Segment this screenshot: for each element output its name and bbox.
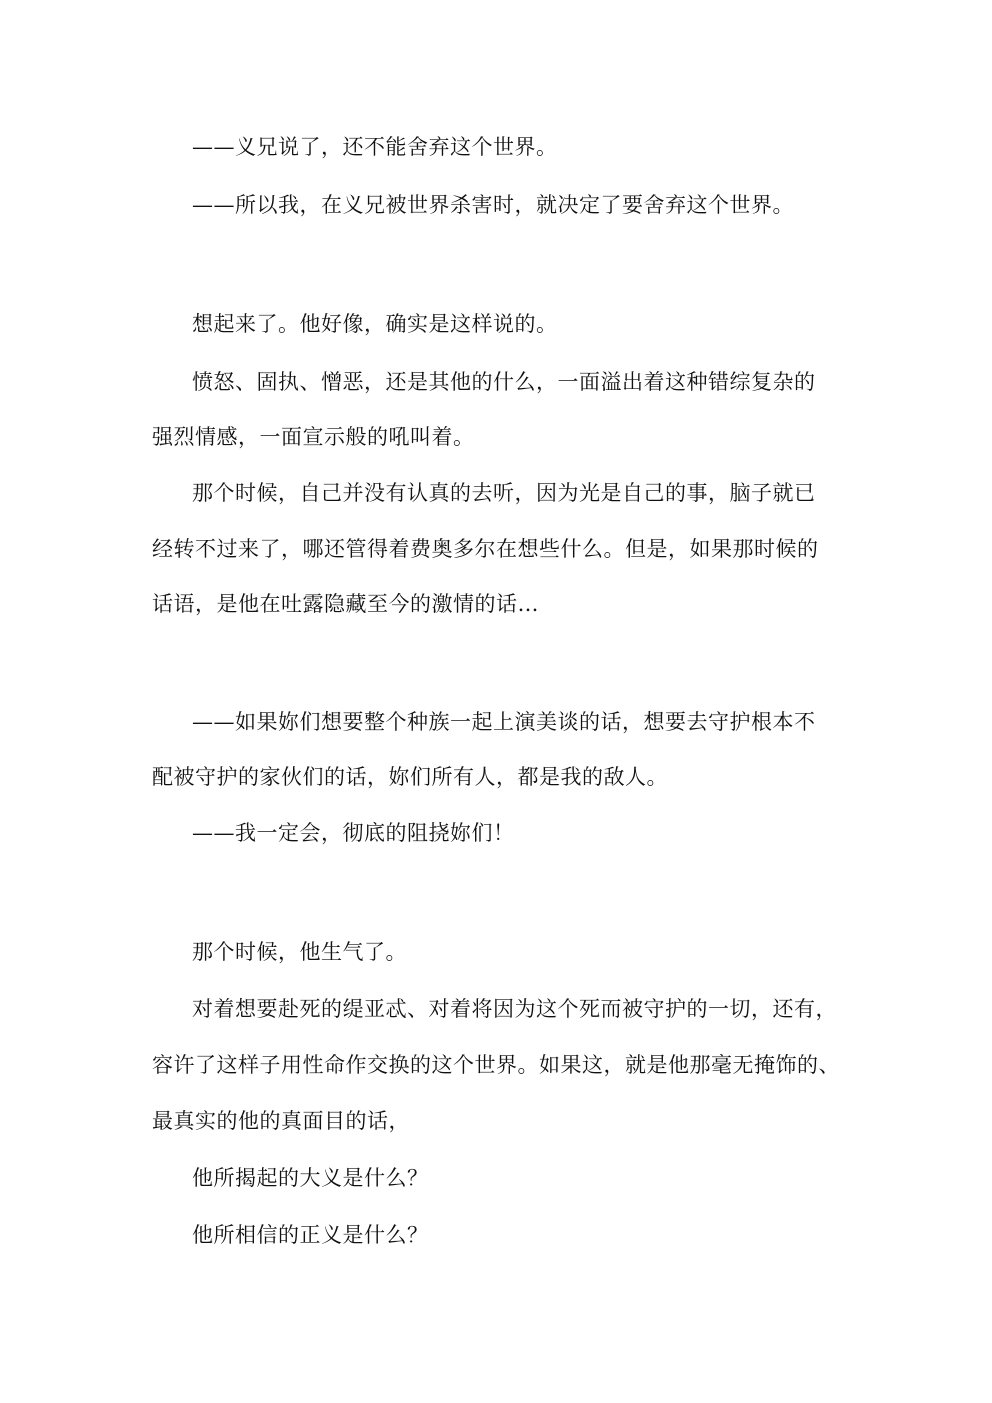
paragraph-line: 愤怒、固执、憎恶，还是其他的什么，一面溢出着这种错综复杂的 [192,370,816,394]
dialogue-line: 配被守护的家伙们的话，妳们所有人，都是我的敌人。 [152,765,668,789]
paragraph-line: 最真实的他的真面目的话， [152,1109,410,1133]
paragraph-line: 对着想要赴死的缇亚忒、对着将因为这个死而被守护的一切，还有， [192,997,837,1021]
paragraph-line: 想起来了。他好像，确实是这样说的。 [192,312,558,336]
body-text [152,133,842,1263]
paragraph-line: 他所相信的正义是什么？ [192,1223,429,1247]
dialogue-line: ——如果妳们想要整个种族一起上演美谈的话，想要去守护根本不 [192,710,816,734]
dialogue-line: ——义兄说了，还不能舍弃这个世界。 [192,135,558,159]
paragraph-line: 容许了这样子用性命作交换的这个世界。如果这，就是他那毫无掩饰的、 [152,1053,840,1077]
paragraph-line: 那个时候，自己并没有认真的去听，因为光是自己的事，脑子就已 [192,481,816,505]
paragraph-line: 话语，是他在吐露隐藏至今的激情的话… [152,592,539,616]
paragraph-line: 经转不过来了，哪还管得着费奥多尔在想些什么。但是，如果那时候的 [152,537,819,561]
dialogue-line: ——我一定会，彻底的阻挠妳们！ [192,821,515,845]
paragraph-line: 他所揭起的大义是什么？ [192,1166,429,1190]
dialogue-line: ——所以我，在义兄被世界杀害时，就决定了要舍弃这个世界。 [192,193,794,217]
paragraph-line: 强烈情感，一面宣示般的吼叫着。 [152,425,475,449]
paragraph-line: 那个时候，他生气了。 [192,940,407,964]
